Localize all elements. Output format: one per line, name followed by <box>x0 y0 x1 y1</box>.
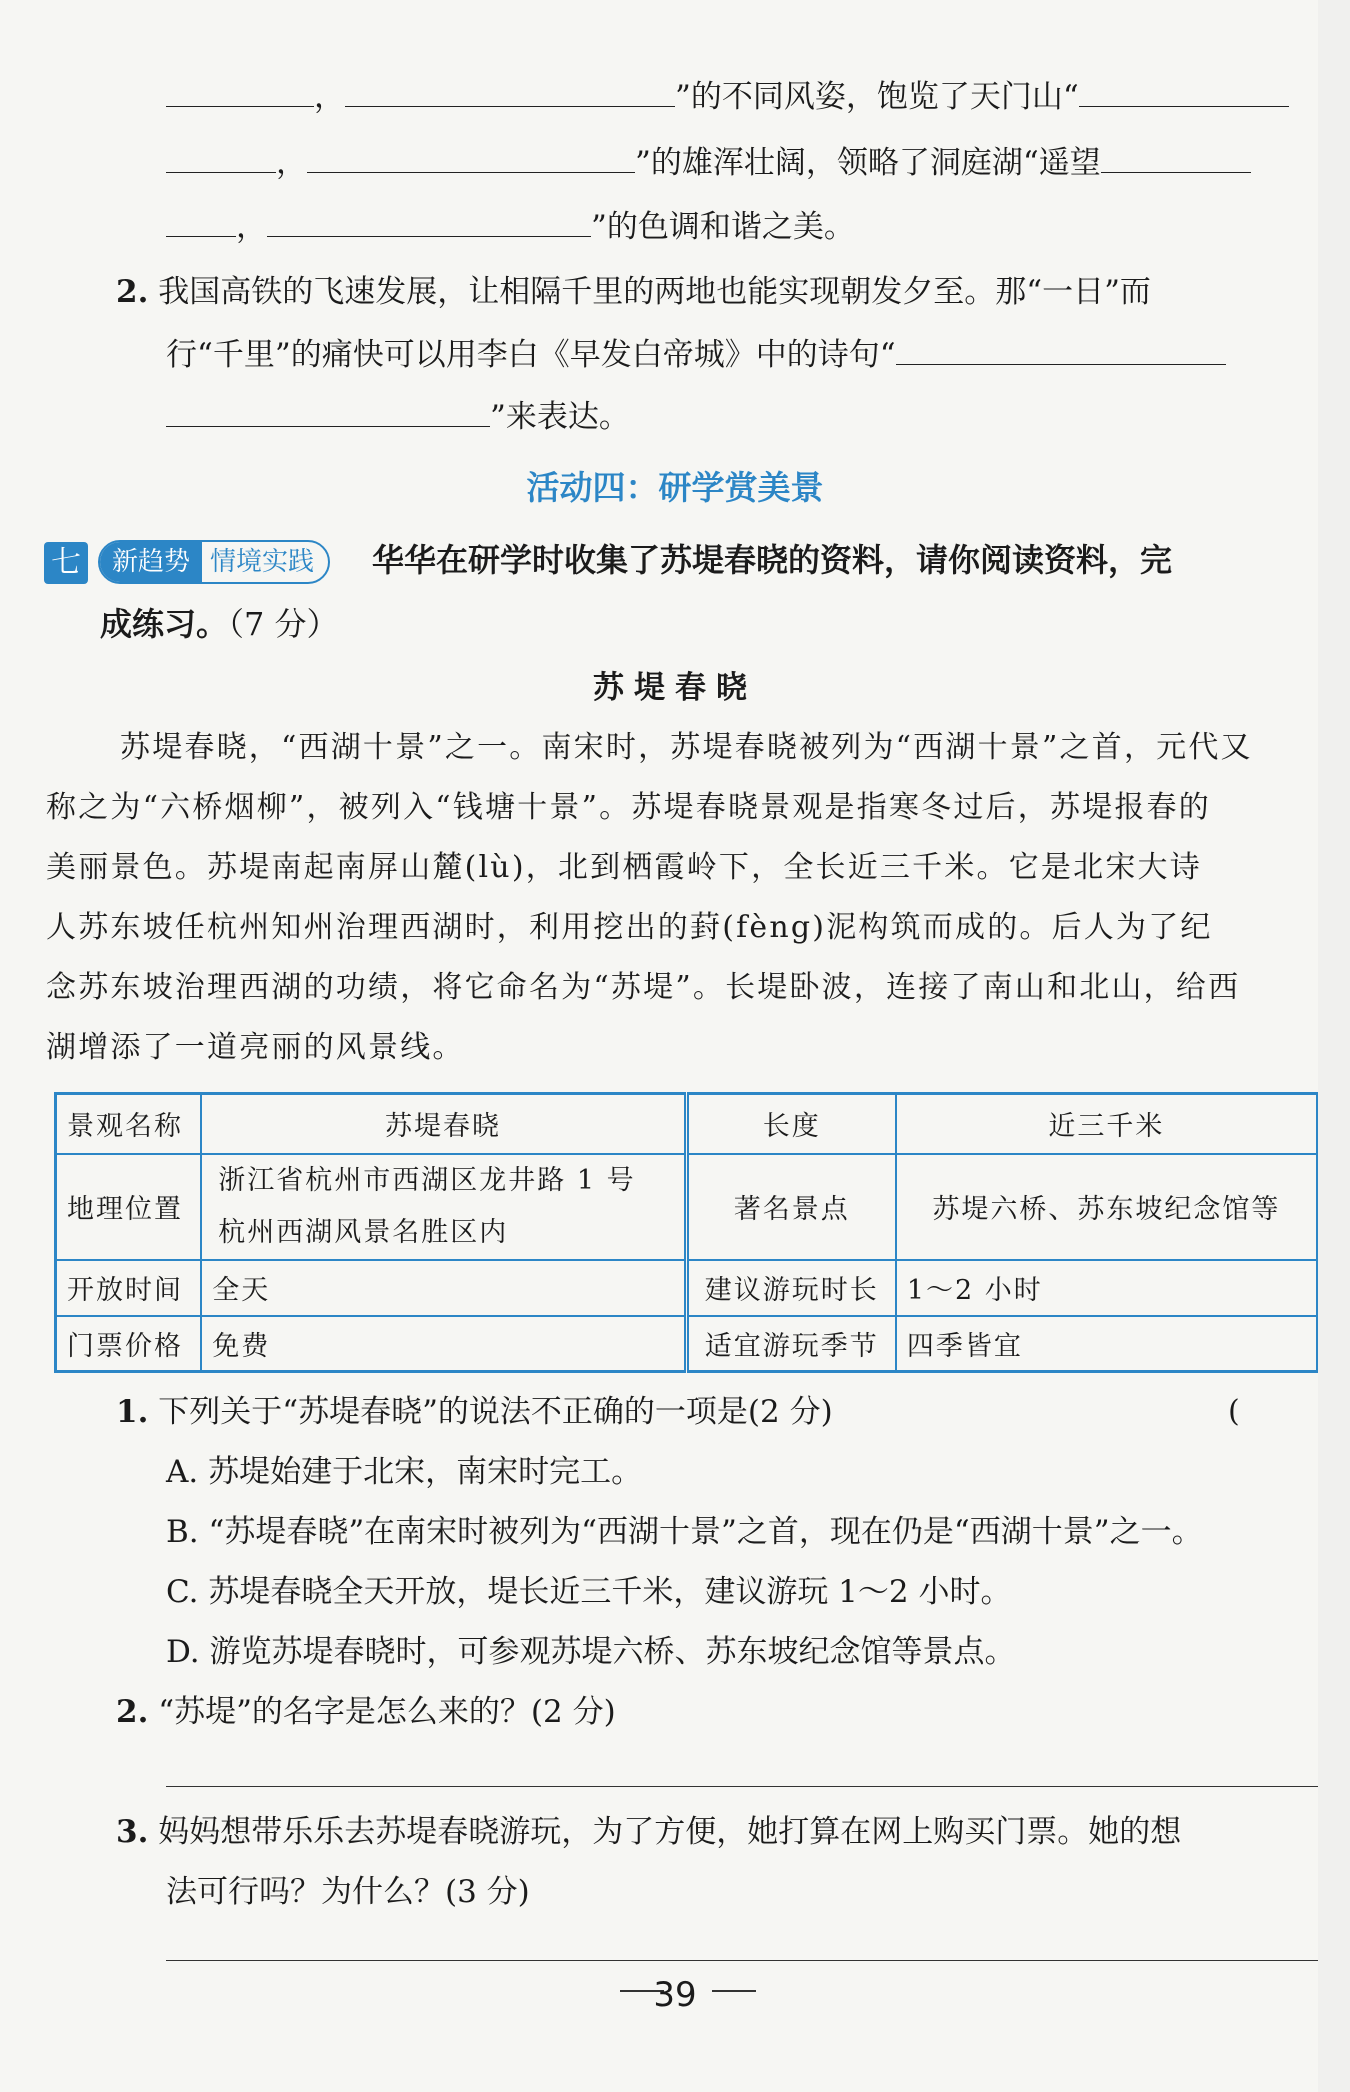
trend-tag <box>98 540 330 584</box>
answer-blank[interactable] <box>896 334 1226 365</box>
option-b: B. “苏堤春晓”在南宋时被列为“西湖十景”之首，现在仍是“西湖十景”之一。 <box>166 1514 1203 1550</box>
option-c: C. 苏堤春晓全天开放，堤长近三千米，建议游玩 1～2 小时。 <box>166 1574 1012 1610</box>
answer-blank[interactable] <box>345 76 675 107</box>
page-edge <box>1318 0 1350 2092</box>
question-2-line-1 <box>116 272 1151 312</box>
table-row <box>56 1154 1318 1260</box>
question-number: 1. <box>116 1394 149 1430</box>
question-text: 下列关于“苏堤春晓”的说法不正确的一项是(2 分) <box>158 1394 833 1430</box>
answer-blank[interactable] <box>166 396 490 427</box>
tag-practice: 情境实践 <box>210 547 315 577</box>
blank-line-2: ， ”的雄浑壮阔，领略了洞庭湖“遥望 <box>166 142 1251 183</box>
table-row <box>56 1260 1318 1316</box>
table-cell: 地理位置 <box>56 1154 202 1260</box>
question-number: 2. <box>116 1694 149 1730</box>
question-text: 我国高铁的飞速发展，让相隔千里的两地也能实现朝发夕至。那“一日”而 <box>158 274 1151 310</box>
tag-new-trend: 新趋势 <box>100 542 202 582</box>
blank-line-3: ， ”的色调和谐之美。 <box>166 206 855 247</box>
table-cell: 门票价格 <box>56 1316 202 1372</box>
article-line: 苏堤春晓，“西湖十景”之一。南宋时，苏堤春晓被列为“西湖十景”之首，元代又 <box>120 730 1253 765</box>
question-number: 3. <box>116 1814 149 1850</box>
answer-blank[interactable] <box>166 76 314 107</box>
table-cell: 浙江省杭州市西湖区龙井路 1 号 杭州西湖风景名胜区内 <box>201 1154 686 1260</box>
question-7-line-2: 成练习。（7 分） <box>100 605 339 643</box>
table-cell: 1～2 小时 <box>896 1260 1317 1316</box>
question-2-line-2 <box>166 334 1226 375</box>
article-line: 念苏东坡治理西湖的功绩，将它命名为“苏堤”。长堤卧波，连接了南山和北山，给西 <box>46 970 1241 1005</box>
table-cell: 著名景点 <box>686 1154 896 1260</box>
answer-blank[interactable] <box>307 142 635 173</box>
question-number: 2. <box>116 274 149 310</box>
answer-blank[interactable] <box>166 206 236 237</box>
answer-line[interactable] <box>166 1960 1318 1961</box>
blank-line-1: ， ”的不同风姿，饱览了天门山“ <box>166 76 1289 117</box>
article-line: 湖增添了一道亮丽的风景线。 <box>46 1030 465 1065</box>
question-text: 行“千里”的痛快可以用李白《早发白帝城》中的诗句“ <box>166 337 896 373</box>
sub-question-3-line-1 <box>116 1812 1181 1852</box>
sub-question-1 <box>116 1392 833 1432</box>
table-cell: 开放时间 <box>56 1260 202 1316</box>
article-line: 称之为“六桥烟柳”，被列入“钱塘十景”。苏堤春晓景观是指寒冬过后，苏堤报春的 <box>46 790 1211 825</box>
table-cell: 适宜游玩季节 <box>686 1316 896 1372</box>
table-row <box>56 1094 1318 1154</box>
page-number: 39 <box>653 1975 697 2015</box>
question-7-text: 华华在研学时收集了苏堤春晓的资料，请你阅读资料，完 <box>372 541 1173 579</box>
answer-bracket[interactable]: ( <box>1228 1394 1240 1429</box>
table-cell: 苏堤六桥、苏东坡纪念馆等 <box>896 1154 1317 1260</box>
table-cell: 长度 <box>686 1094 896 1154</box>
article-line: 人苏东坡任杭州知州治理西湖时，利用挖出的葑(fèng)泥构筑而成的。后人为了纪 <box>46 910 1213 945</box>
answer-blank[interactable] <box>1079 76 1289 107</box>
question-text: “苏堤”的名字是怎么来的？(2 分) <box>158 1694 616 1730</box>
info-table <box>54 1092 1318 1373</box>
activity-title: 活动四：研学赏美景 <box>526 468 824 507</box>
sub-question-3-line-2: 法可行吗？为什么？(3 分) <box>166 1874 530 1910</box>
option-a: A. 苏堤始建于北宋，南宋时完工。 <box>166 1454 643 1490</box>
answer-blank[interactable] <box>1101 142 1251 173</box>
answer-blank[interactable] <box>166 142 276 173</box>
table-cell: 全天 <box>201 1260 686 1316</box>
table-cell: 四季皆宜 <box>896 1316 1317 1372</box>
table-cell: 近三千米 <box>896 1094 1317 1154</box>
question-2-line-3 <box>166 396 630 437</box>
question-text: 妈妈想带乐乐去苏堤春晓游玩，为了方便，她打算在网上购买门票。她的想 <box>158 1814 1182 1850</box>
article-title: 苏堤春晓 <box>593 670 757 706</box>
article-line: 美丽景色。苏堤南起南屏山麓(lù)，北到栖霞岭下，全长近三千米。它是北宋大诗 <box>46 850 1202 885</box>
table-cell: 免费 <box>201 1316 686 1372</box>
answer-line[interactable] <box>166 1786 1318 1787</box>
table-cell: 苏堤春晓 <box>201 1094 686 1154</box>
question-7-number: 七 <box>44 542 88 584</box>
answer-blank[interactable] <box>267 206 591 237</box>
table-cell: 建议游玩时长 <box>686 1260 896 1316</box>
sub-question-2 <box>116 1692 616 1732</box>
table-cell: 景观名称 <box>56 1094 202 1154</box>
option-d: D. 游览苏堤春晓时，可参观苏堤六桥、苏东坡纪念馆等景点。 <box>166 1634 1016 1670</box>
question-text: ”来表达。 <box>490 399 630 435</box>
table-row <box>56 1316 1318 1372</box>
